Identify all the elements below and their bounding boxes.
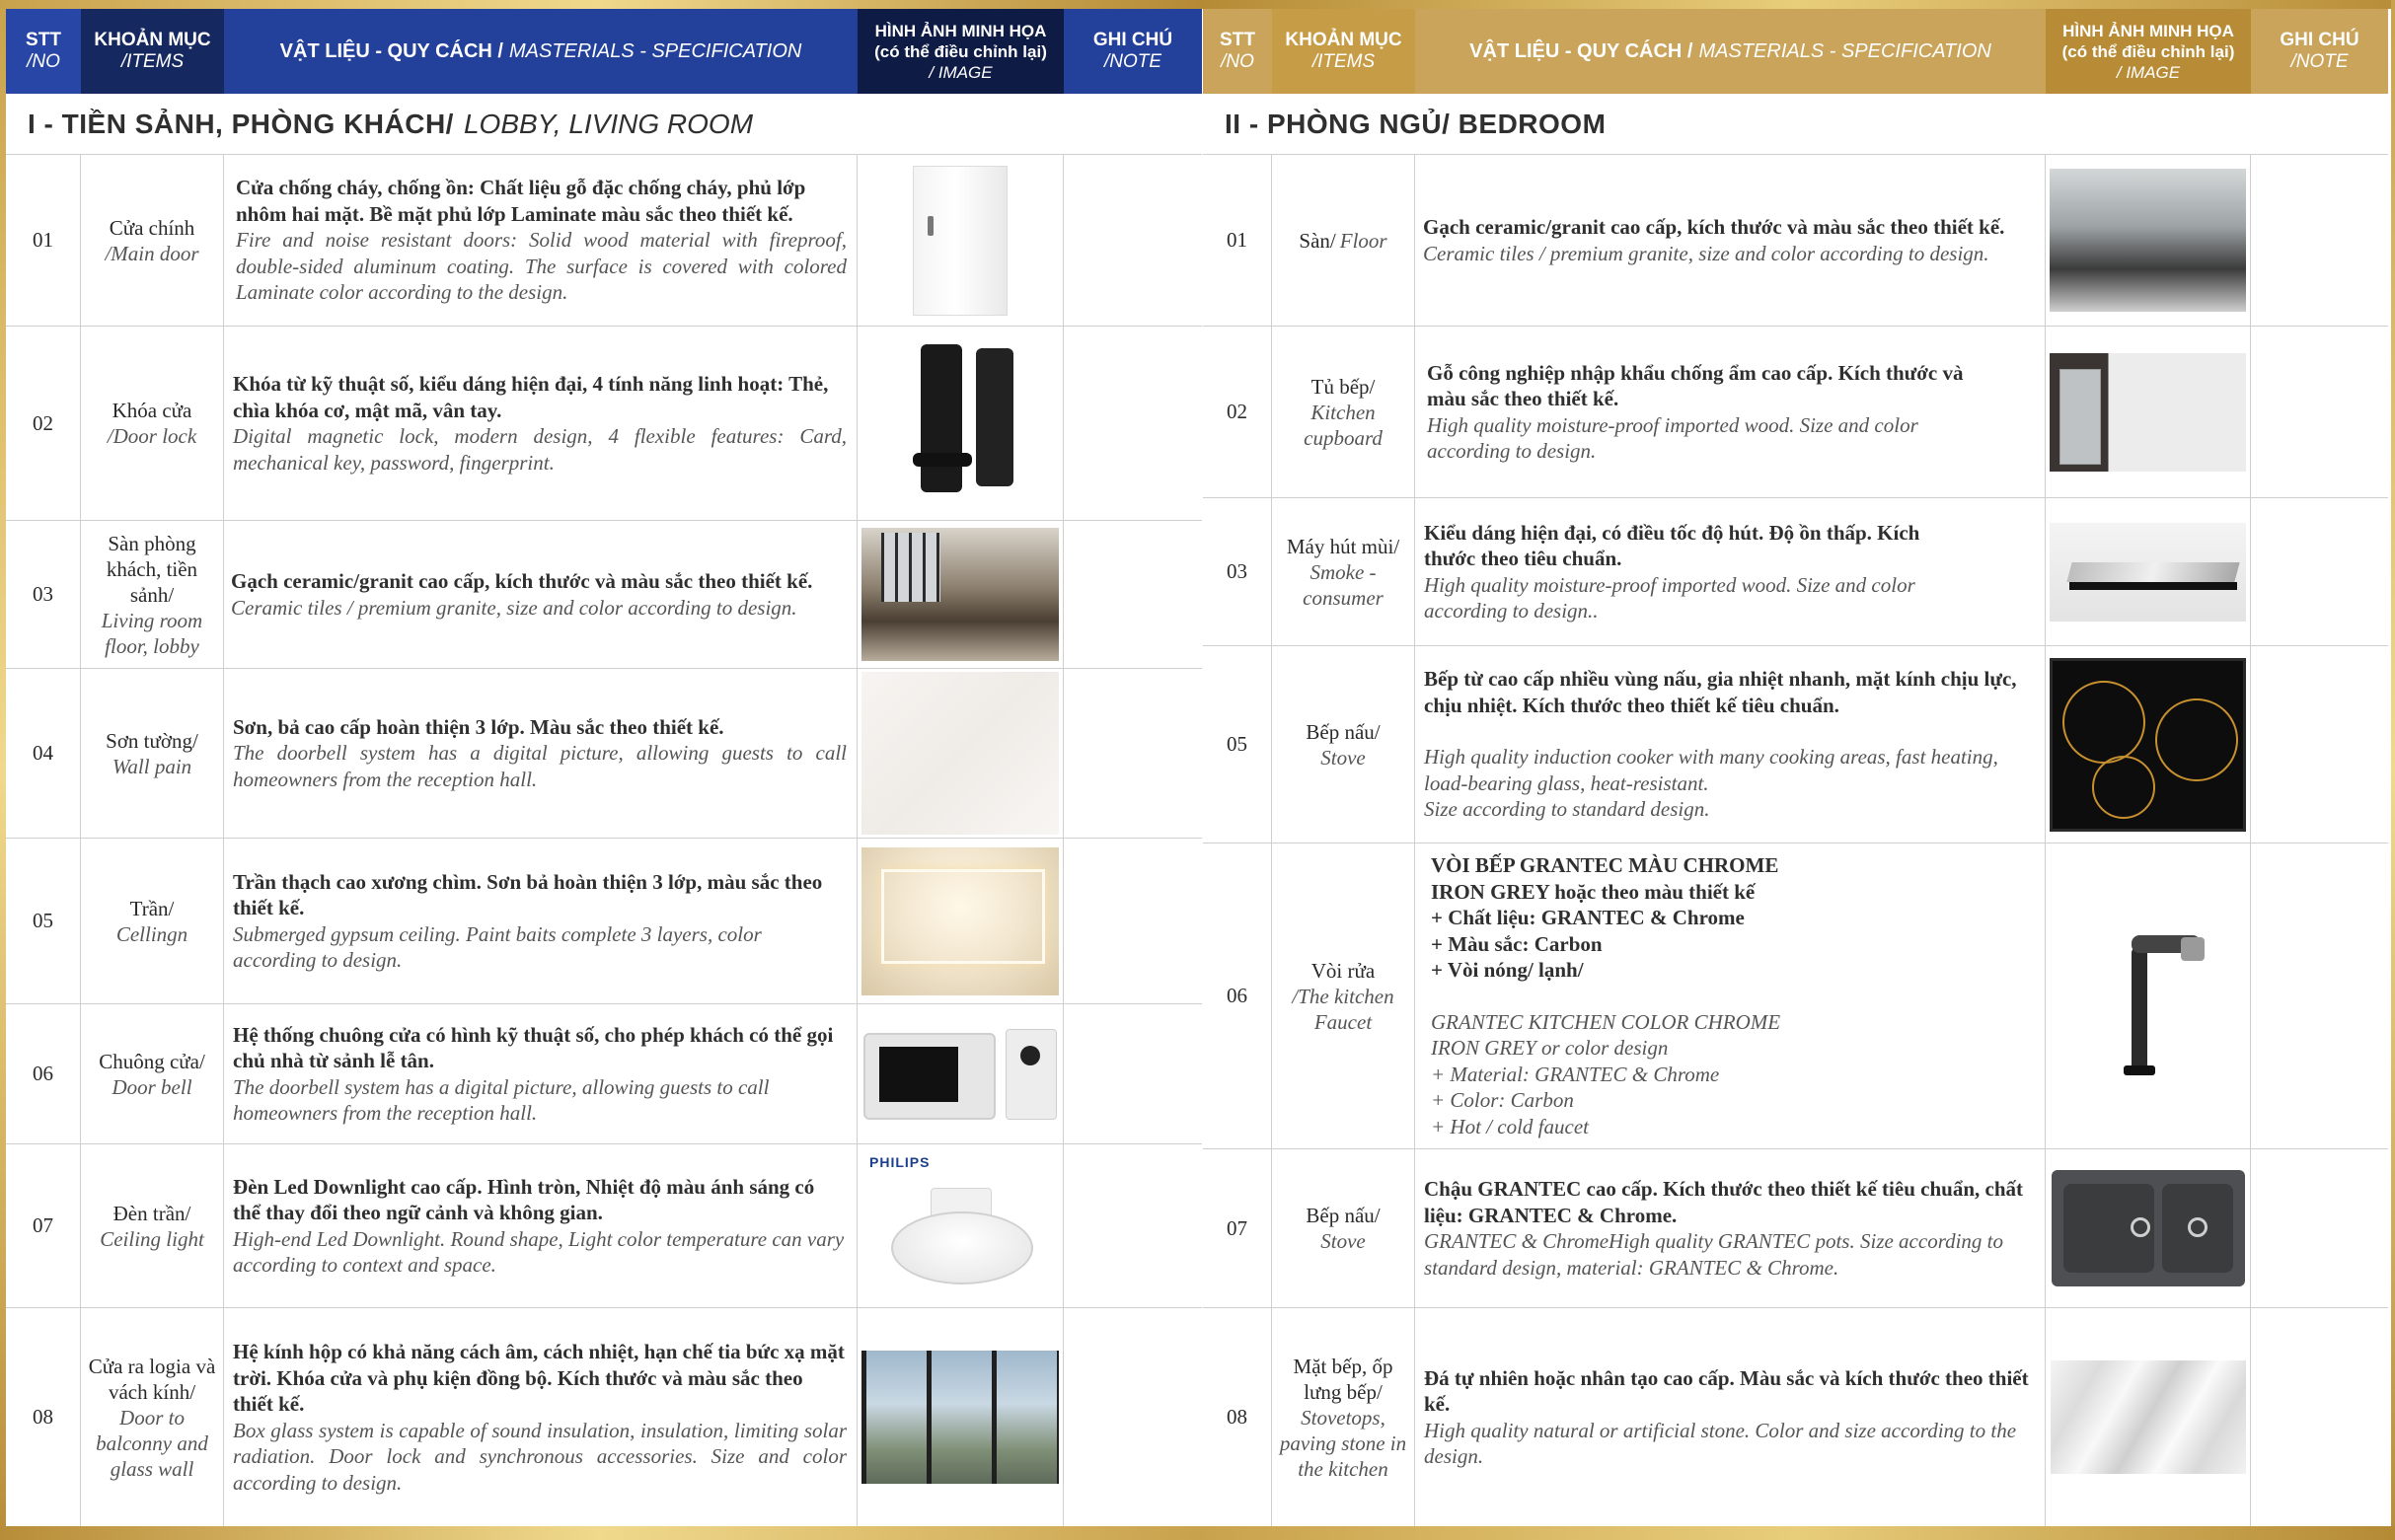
door-image [858,155,1064,326]
table-row [6,1004,1202,1144]
row-item: Sàn/ Floor [1272,155,1415,326]
row-note [1064,669,1202,838]
row-note [1064,1004,1202,1143]
row-number: 05 [1203,646,1272,843]
gold-frame-right [2391,0,2395,1540]
row-note [2251,1149,2388,1307]
brand-logo: PHILIPS [869,1153,931,1170]
row-item: Tủ bếp/ Kitchen cupboard [1272,327,1415,497]
range-hood-image [2046,498,2251,645]
kitchen-cupboard-image [2046,327,2251,497]
table-row [6,669,1202,839]
row-item: Mặt bếp, ốp lưng bếp/ Stovetops, paving stone in the kitchen [1272,1308,1415,1526]
ceiling-image [858,839,1064,1003]
table-row [1203,843,2388,1149]
row-number: 08 [1203,1308,1272,1526]
row-spec: Đèn Led Downlight cao cấp. Hình tròn, Nhiệt độ màu ánh sáng có thể thay đổi theo ngữ cảnh và không gian. High-end Led Downlight. Round shape, Light color temperature can vary according to context and space. [224,1144,858,1307]
table-row [6,155,1202,327]
row-note [2251,646,2388,843]
row-note [1064,839,1202,1003]
table-header [1203,9,2388,94]
row-item: Đèn trần/ Ceiling light [81,1144,224,1307]
table-row [6,1144,1202,1308]
row-item: Vòi rửa /The kitchen Faucet [1272,843,1415,1148]
table-header [6,9,1202,94]
sink-image [2046,1149,2251,1307]
floor-image [2046,155,2251,326]
row-spec: Hệ kính hộp có khả năng cách âm, cách nhiệt, hạn chế tia bức xạ mặt trời. Khóa cửa và phụ kiện đồng bộ. Kích thước và màu sắc theo thiết kế. Box glass system is capable of sound insulation, insulation, limiting solar radiation. Door lock and synchronous accessories. Size and color according to design. [224,1308,858,1526]
row-item: Bếp nấu/ Stove [1272,1149,1415,1307]
lobby-spec-table [6,9,1202,1526]
row-item: Sơn tường/ Wall pain [81,669,224,838]
header-no: STT /NO [6,9,81,94]
header-note: GHI CHÚ /NOTE [1064,9,1202,94]
row-note [2251,327,2388,497]
row-note [1064,327,1202,520]
row-note [1064,155,1202,326]
section-title: II - PHÒNG NGỦ/ BEDROOM [1203,94,2388,155]
row-spec: Cửa chống cháy, chống ồn: Chất liệu gỗ đặc chống cháy, phủ lớp nhôm hai mặt. Bề mặt phủ lớp Laminate màu sắc theo thiết kế. Fire and noise resistant doors: Solid wood material with fireproof, double-sided aluminum coating. The surface is covered with colored Laminate color according to the design. [224,155,858,326]
row-note [2251,155,2388,326]
row-item: Khóa cửa /Door lock [81,327,224,520]
table-row [1203,1149,2388,1308]
row-item: Cửa chính /Main door [81,155,224,326]
table-row [6,1308,1202,1526]
header-spec: VẬT LIỆU - QUY CÁCH / MASTERIALS - SPECIFICATION [1469,40,1991,62]
row-spec: Gỗ công nghiệp nhập khẩu chống ẩm cao cấp. Kích thước và màu sắc theo thiết kế. High quality moisture-proof imported wood. Size and color according to design. [1415,327,2046,497]
row-spec: Khóa từ kỹ thuật số, kiểu dáng hiện đại, 4 tính năng linh hoạt: Thẻ, chìa khóa cơ, mật mã, vân tay. Digital magnetic lock, modern design, 4 flexible features: Card, mechanical key, password, fingerprint. [224,327,858,520]
wall-paint-image [858,669,1064,838]
header-items: KHOẢN MỤC /ITEMS [1272,9,1415,94]
header-image: HÌNH ẢNH MINH HỌA (có thể điều chỉnh lại) / IMAGE [858,9,1064,94]
gold-frame-bottom [0,1526,2395,1540]
row-spec: Đá tự nhiên hoặc nhân tạo cao cấp. Màu sắc và kích thước theo thiết kế. High quality natural or artificial stone. Color and size according to the design. [1415,1308,2046,1526]
gold-frame-top [0,0,2395,9]
header-image: HÌNH ẢNH MINH HỌA (có thể điều chỉnh lại) / IMAGE [2046,9,2251,94]
induction-stove-image [2046,646,2251,843]
row-item: Chuông cửa/ Door bell [81,1004,224,1143]
row-number: 08 [6,1308,81,1526]
bedroom-spec-table [1203,9,2388,1526]
row-number: 05 [6,839,81,1003]
table-row [6,839,1202,1004]
row-item: Máy hút mùi/ Smoke - consumer [1272,498,1415,645]
door-lock-image [858,327,1064,520]
doorbell-image [858,1004,1064,1143]
row-spec: Kiểu dáng hiện đại, có điều tốc độ hút. Độ ồn thấp. Kích thước theo tiêu chuẩn. High quality moisture-proof imported wood. Size and color according to design.. [1415,498,2046,645]
row-spec: Sơn, bả cao cấp hoàn thiện 3 lớp. Màu sắc theo thiết kế. The doorbell system has a digital picture, allowing guests to call homeowners from the reception hall. [224,669,858,838]
row-note [2251,1308,2388,1526]
section-title: I - TIỀN SẢNH, PHÒNG KHÁCH/ LOBBY, LIVING ROOM [6,94,1202,155]
row-item: Sàn phòng khách, tiền sảnh/ Living room floor, lobby [81,521,224,668]
row-item: Bếp nấu/ Stove [1272,646,1415,843]
stone-image [2046,1308,2251,1526]
row-number: 07 [6,1144,81,1307]
header-items: KHOẢN MỤC /ITEMS [81,9,224,94]
row-spec: Gạch ceramic/granit cao cấp, kích thước và màu sắc theo thiết kế. Ceramic tiles / premium granite, size and color according to design. [224,521,858,668]
row-note [1064,1308,1202,1526]
faucet-image [2046,843,2251,1148]
table-row [1203,498,2388,646]
row-spec: VÒI BẾP GRANTEC MÀU CHROME IRON GREY hoặc theo màu thiết kế + Chất liệu: GRANTEC & Chrome + Màu sắc: Carbon + Vòi nóng/ lạnh/ GRANTEC KITCHEN COLOR CHROME IRON GREY or color design + Material: GRANTEC & Chrome + Color: Carbon + Hot / cold faucet [1415,843,2046,1148]
table-row [1203,646,2388,843]
row-number: 04 [6,669,81,838]
row-note [2251,843,2388,1148]
row-item: Trần/ Cellingn [81,839,224,1003]
row-number: 03 [6,521,81,668]
row-spec: Chậu GRANTEC cao cấp. Kích thước theo thiết kế tiêu chuẩn, chất liệu: GRANTEC & Chrome. GRANTEC & ChromeHigh quality GRANTEC pots. Size according to standard design, material: GRANTEC & Chrome. [1415,1149,2046,1307]
row-note [1064,1144,1202,1307]
row-number: 06 [1203,843,1272,1148]
row-number: 07 [1203,1149,1272,1307]
table-row [6,521,1202,669]
table-row [1203,327,2388,498]
row-item: Cửa ra logia và vách kính/ Door to balconny and glass wall [81,1308,224,1526]
row-number: 02 [6,327,81,520]
living-room-image [858,521,1064,668]
row-number: 03 [1203,498,1272,645]
row-number: 02 [1203,327,1272,497]
table-row [1203,155,2388,327]
row-note [2251,498,2388,645]
row-number: 01 [6,155,81,326]
header-note: GHI CHÚ /NOTE [2280,30,2359,72]
header-no: STT /NO [1220,30,1255,72]
row-note [1064,521,1202,668]
table-row [6,327,1202,521]
row-spec: Gạch ceramic/granit cao cấp, kích thước và màu sắc theo thiết kế. Ceramic tiles / premium granite, size and color according to design. [1415,155,2046,326]
ceiling-light-image [858,1144,1064,1307]
row-number: 01 [1203,155,1272,326]
row-spec: Trần thạch cao xương chìm. Sơn bả hoàn thiện 3 lớp, màu sắc theo thiết kế. Submerged gypsum ceiling. Paint baits complete 3 layers, color according to design. [224,839,858,1003]
row-spec: Bếp từ cao cấp nhiều vùng nấu, gia nhiệt nhanh, mặt kính chịu lực, chịu nhiệt. Kích thước theo thiết kế tiêu chuẩn. High quality induction cooker with many cooking areas, fast heating, load-bearing glass, heat-resistant. Size according to standard design. [1415,646,2046,843]
glass-door-image [858,1308,1064,1526]
row-spec: Hệ thống chuông cửa có hình kỹ thuật số, cho phép khách có thể gọi chủ nhà từ sảnh lễ tân. The doorbell system has a digital picture, allowing guests to call homeowners from the reception hall. [224,1004,858,1143]
table-row [1203,1308,2388,1526]
header-spec: VẬT LIỆU - QUY CÁCH / MASTERIALS - SPECIFICATION [279,40,802,62]
row-number: 06 [6,1004,81,1143]
